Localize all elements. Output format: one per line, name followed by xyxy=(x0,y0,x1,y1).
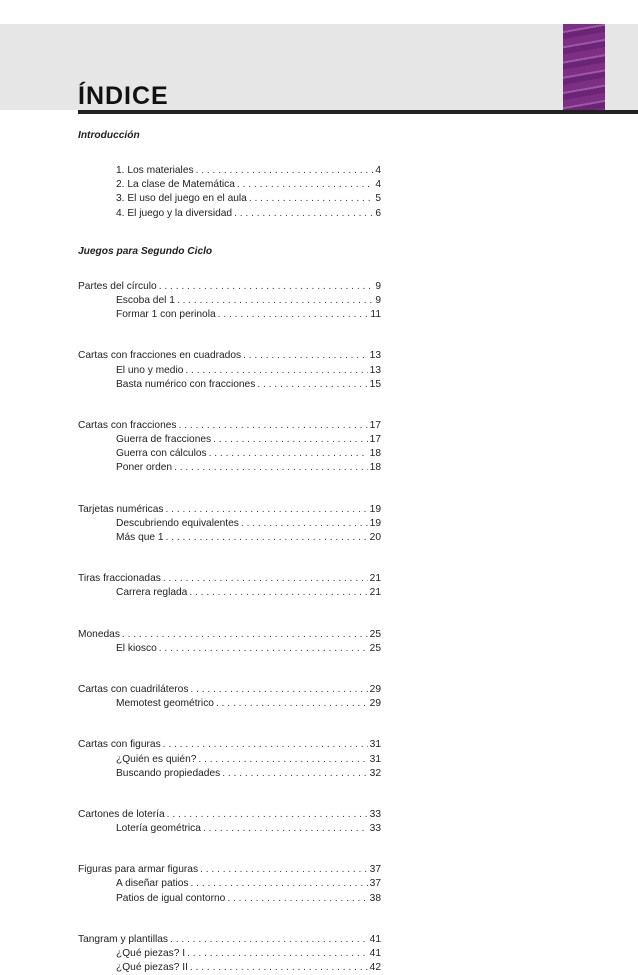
entry-title: El kiosco xyxy=(116,642,157,654)
toc-entry-intro[interactable] xyxy=(78,178,381,192)
page-title: ÍNDICE xyxy=(78,82,169,110)
toc-entry-chapter[interactable] xyxy=(78,349,381,363)
toc-entry-chapter[interactable] xyxy=(78,503,381,517)
entry-title: Tangram y plantillas xyxy=(78,933,169,945)
dot-leader xyxy=(243,349,368,363)
page-number: 21 xyxy=(369,587,381,599)
entry-title: Tiras fraccionadas xyxy=(78,573,161,585)
entry-title: Cartas con cuadriláteros xyxy=(78,683,189,695)
dot-leader xyxy=(200,863,368,877)
toc-entry-chapter[interactable] xyxy=(78,808,381,822)
toc-entry-game[interactable] xyxy=(78,294,381,308)
entry-title: Monedas xyxy=(78,628,120,640)
toc-entry-chapter[interactable] xyxy=(78,683,381,697)
entry-title: El uno y medio xyxy=(116,364,184,376)
page-number: 20 xyxy=(369,532,381,543)
dot-leader xyxy=(198,753,367,767)
entry-title: Poner orden xyxy=(116,462,173,474)
dot-leader xyxy=(166,531,368,545)
dot-leader xyxy=(191,877,368,891)
entry-title: Escoba del 1 xyxy=(116,294,175,306)
dot-leader xyxy=(249,192,373,206)
page-number: 15 xyxy=(369,378,381,390)
dot-leader xyxy=(209,447,368,461)
page-number: 29 xyxy=(369,683,381,695)
page-number: 9 xyxy=(375,280,381,292)
dot-leader xyxy=(203,822,368,836)
page-number: 19 xyxy=(369,503,381,515)
dot-leader xyxy=(163,572,368,586)
entry-title: ¿Qué piezas? I xyxy=(116,948,186,959)
dot-leader xyxy=(166,503,368,517)
entry-title: 3. El uso del juego en el aula xyxy=(116,193,247,205)
page-number: 41 xyxy=(369,948,381,959)
dot-leader xyxy=(187,947,368,961)
page-number: 11 xyxy=(370,309,381,321)
toc-entry-game[interactable] xyxy=(78,892,381,906)
entry-title: 1. Los materiales xyxy=(116,165,194,176)
toc-entry-game[interactable] xyxy=(78,447,381,461)
entry-title: Cartas con figuras xyxy=(78,739,161,751)
page-number: 33 xyxy=(369,823,381,835)
toc-entry-game[interactable] xyxy=(78,697,381,711)
page-number: 37 xyxy=(369,864,381,876)
page-number: 13 xyxy=(369,364,381,376)
toc-entry-game[interactable] xyxy=(78,364,381,378)
dot-leader xyxy=(189,586,367,600)
page-number: 9 xyxy=(375,294,381,306)
entry-title: Memotest geométrico xyxy=(116,698,214,710)
page-number: 6 xyxy=(375,207,381,219)
dot-leader xyxy=(163,738,368,752)
page-number: 42 xyxy=(369,962,381,974)
entry-title: Buscando propiedades xyxy=(116,767,221,779)
page-number: 4 xyxy=(375,165,381,176)
entry-title: Cartas con fracciones xyxy=(78,419,177,431)
toc-entry-chapter[interactable] xyxy=(78,628,381,642)
toc-entry-game[interactable] xyxy=(78,767,381,781)
entry-title: Basta numérico con fracciones xyxy=(116,378,256,390)
dot-leader xyxy=(179,419,368,433)
toc-entry-game[interactable] xyxy=(78,531,381,545)
toc-entry-chapter[interactable] xyxy=(78,280,381,294)
page-number: 32 xyxy=(369,767,381,779)
dot-leader xyxy=(218,308,369,322)
page-number: 17 xyxy=(369,419,381,431)
dot-leader xyxy=(190,961,368,975)
page-number: 13 xyxy=(369,350,381,362)
decorative-image xyxy=(563,24,605,110)
dot-leader xyxy=(222,767,367,781)
page-number: 17 xyxy=(369,434,381,446)
page-number: 31 xyxy=(369,753,381,765)
entry-title: Figuras para armar figuras xyxy=(78,864,199,876)
page-number: 18 xyxy=(369,462,381,474)
section-heading-juegos: Juegos para Segundo Ciclo xyxy=(78,245,213,257)
entry-title: Más que 1 xyxy=(116,532,164,543)
toc-entry-game[interactable] xyxy=(78,586,381,600)
dot-leader xyxy=(213,433,368,447)
dot-leader xyxy=(234,207,373,221)
dot-leader xyxy=(122,628,368,642)
toc-entry-game[interactable] xyxy=(78,378,381,392)
dot-leader xyxy=(177,294,373,308)
dot-leader xyxy=(257,378,367,392)
page-number: 31 xyxy=(369,739,381,751)
page-number: 29 xyxy=(369,698,381,710)
page-number: 41 xyxy=(369,933,381,945)
toc-entry-intro[interactable] xyxy=(78,192,381,206)
dot-leader xyxy=(241,517,368,531)
entry-title: Carrera reglada xyxy=(116,587,188,599)
page-number: 38 xyxy=(369,892,381,904)
toc-entry-chapter[interactable] xyxy=(78,933,381,947)
section-heading-introduccion: Introducción xyxy=(78,130,140,141)
toc-entry-game[interactable] xyxy=(78,642,381,656)
entry-title: Guerra con cálculos xyxy=(116,448,207,460)
dot-leader xyxy=(227,892,367,906)
entry-title: Patios de igual contorno xyxy=(116,892,226,904)
entry-title: Tarjetas numéricas xyxy=(78,503,164,515)
intro-list xyxy=(78,164,381,221)
toc-entry-game[interactable] xyxy=(78,822,381,836)
dot-leader xyxy=(196,164,374,178)
toc-entry-game[interactable] xyxy=(78,433,381,447)
entry-title: 4. El juego y la diversidad xyxy=(116,207,233,219)
entry-title: ¿Quién es quién? xyxy=(116,753,197,765)
page-number: 25 xyxy=(369,628,381,640)
page-number: 5 xyxy=(375,193,381,205)
toc-entry-game[interactable] xyxy=(78,961,381,975)
page-number: 33 xyxy=(369,808,381,820)
dot-leader xyxy=(167,808,368,822)
entry-title: Cartones de lotería xyxy=(78,808,165,820)
toc-entry-chapter[interactable] xyxy=(78,738,381,752)
games-list xyxy=(78,280,381,975)
entry-title: ¿Qué piezas? II xyxy=(116,962,188,974)
toc-entry-game[interactable] xyxy=(78,517,381,531)
page-number: 4 xyxy=(375,179,381,191)
toc-entry-game[interactable] xyxy=(78,753,381,767)
dot-leader xyxy=(190,683,367,697)
toc-entry-game[interactable] xyxy=(78,308,381,322)
page-number: 19 xyxy=(369,517,381,529)
dot-leader xyxy=(159,280,374,294)
entry-title: Descubriendo equivalentes xyxy=(116,517,239,529)
page-number: 21 xyxy=(369,573,381,585)
entry-title: Cartas con fracciones en cuadrados xyxy=(78,350,242,362)
header-band-edge xyxy=(605,24,638,110)
dot-leader xyxy=(216,697,368,711)
entry-title: Guerra de fracciones xyxy=(116,434,212,446)
toc-entry-chapter[interactable] xyxy=(78,572,381,586)
toc-entry-game[interactable] xyxy=(78,947,381,961)
entry-title: Partes del círculo xyxy=(78,280,157,292)
entry-title: 2. La clase de Matemática xyxy=(116,179,235,191)
table-of-contents xyxy=(78,129,381,975)
dot-leader xyxy=(237,178,373,192)
page-number: 18 xyxy=(369,448,381,460)
title-rule xyxy=(78,110,638,114)
dot-leader xyxy=(159,642,368,656)
dot-leader xyxy=(174,461,368,475)
toc-entry-game[interactable] xyxy=(78,877,381,891)
toc-entry-chapter[interactable] xyxy=(78,419,381,433)
entry-title: Lotería geométrica xyxy=(116,823,201,835)
page-number: 25 xyxy=(369,642,381,654)
page-number: 37 xyxy=(369,878,381,890)
toc-entry-game[interactable] xyxy=(78,461,381,475)
toc-entry-intro[interactable] xyxy=(78,207,381,221)
dot-leader xyxy=(185,364,367,378)
entry-title: Formar 1 con perinola xyxy=(116,309,216,321)
toc-entry-intro[interactable] xyxy=(78,164,381,178)
toc-entry-chapter[interactable] xyxy=(78,863,381,877)
entry-title: A diseñar patios xyxy=(116,878,189,890)
dot-leader xyxy=(170,933,368,947)
